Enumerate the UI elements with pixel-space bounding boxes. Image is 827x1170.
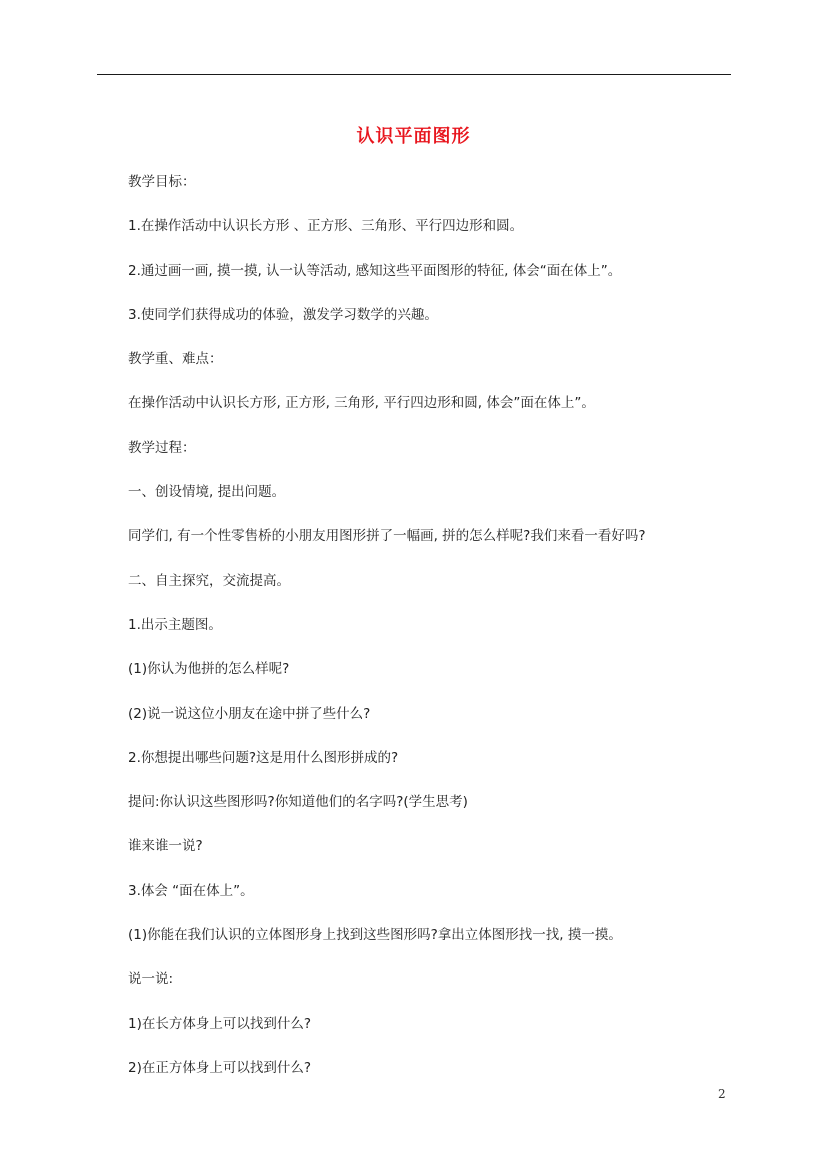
- document-title: 认识平面图形: [356, 126, 471, 147]
- paragraph: 提问:你认识这些图形吗?你知道他们的名字吗?(学生思考): [128, 794, 468, 811]
- paragraph: (2)说一说这位小朋友在途中拼了些什么?: [128, 705, 371, 722]
- paragraph: 2.你想提出哪些问题?这是用什么图形拼成的?: [128, 749, 399, 766]
- document-body: [128, 172, 708, 1102]
- paragraph: (1)你能在我们认识的立体图形身上找到这些图形吗?拿出立体图形找一找, 摸一摸。: [128, 927, 622, 944]
- paragraph: 1.在操作活动中认识长方形 、正方形、三角形、平行四边形和圆。: [128, 218, 524, 235]
- paragraph: 3.体会 “面在体上”。: [128, 882, 254, 899]
- paragraph: 一、创设情境, 提出问题。: [128, 484, 286, 501]
- paragraph: (1)你认为他拼的怎么样呢?: [128, 661, 290, 678]
- paragraph: 2)在正方体身上可以找到什么?: [128, 1059, 312, 1076]
- paragraph: 说一说:: [128, 971, 174, 988]
- paragraph: 教学目标：: [128, 174, 196, 190]
- paragraph: 教学重、难点：: [128, 351, 223, 368]
- paragraph: 3.使同学们获得成功的体验，激发学习数学的兴趣。: [128, 306, 438, 323]
- paragraph: 二、自主探究，交流提高。: [128, 572, 290, 589]
- paragraph: 2.通过画一画, 摸一摸, 认一认等活动, 感知这些平面图形的特征, 体会“面在体上”。: [128, 262, 622, 279]
- paragraph: 在操作活动中认识长方形, 正方形, 三角形, 平行四边形和圆, 体会”面在体上”。: [128, 395, 595, 412]
- paragraph: 1)在长方体身上可以找到什么?: [128, 1015, 312, 1032]
- page-number: 2: [718, 1087, 726, 1101]
- paragraph: 教学过程：: [128, 439, 196, 456]
- header-rule: [97, 74, 731, 75]
- paragraph: 谁来谁一说?: [128, 838, 203, 855]
- paragraph: 同学们, 有一个性零售桥的小朋友用图形拼了一幅画, 拼的怎么样呢?我们来看一看好吗?: [128, 528, 646, 545]
- paragraph: 1.出示主题图。: [128, 616, 222, 633]
